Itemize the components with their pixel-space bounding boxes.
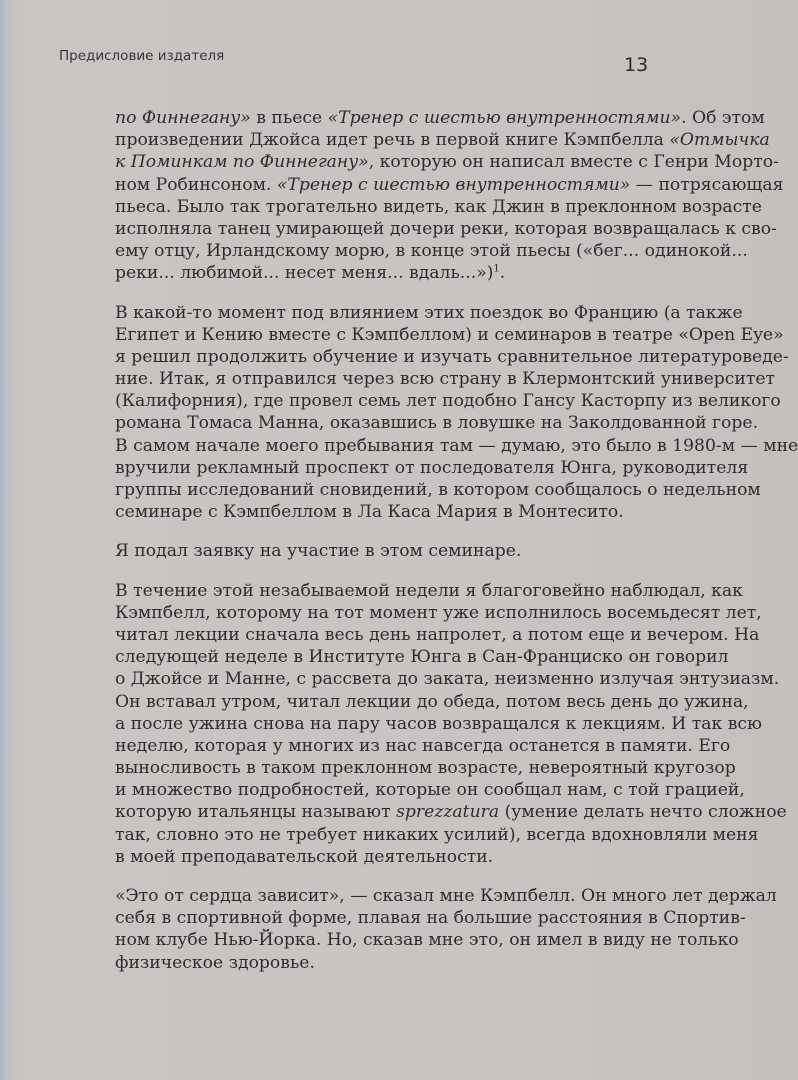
text-line bbox=[115, 479, 761, 501]
text-line bbox=[115, 779, 745, 801]
text-run: группы исследований сновидений, в котором сообщалось о недельном bbox=[115, 480, 761, 500]
text-run: семинаре с Кэмпбеллом в Ла Каса Мария в Монтесито. bbox=[115, 502, 624, 523]
text-line bbox=[115, 602, 762, 624]
italic-text: «Тренер с шестью внутренностями» bbox=[327, 108, 682, 128]
text-line bbox=[115, 646, 729, 668]
italic-text: sprezzatura bbox=[396, 802, 500, 823]
text-run: В какой-то момент под влиянием этих поездок во Францию (а также bbox=[115, 302, 743, 323]
text-run: ном клубе Нью-Йорка. Но, сказав мне это, он имел в виду не только bbox=[115, 930, 739, 951]
text-run: которую итальянцы называют bbox=[115, 802, 397, 823]
text-line bbox=[115, 262, 649, 284]
text-run: физическое здоровье. bbox=[115, 952, 315, 973]
text-run: исполняла танец умирающей дочери реки, которая возвращалась к сво- bbox=[115, 218, 777, 239]
text-run: произведении Джойса идет речь в первой книге Кэмпбелла bbox=[115, 130, 670, 151]
text-line bbox=[115, 151, 779, 173]
text-line bbox=[115, 929, 739, 951]
text-line bbox=[115, 624, 760, 646]
paragraph bbox=[115, 885, 777, 974]
paragraph bbox=[115, 302, 798, 524]
text-line bbox=[115, 457, 749, 479]
text-run: пьеса. Было так трогательно видеть, как Джин в преклонном возрасте bbox=[115, 196, 762, 217]
text-run: и множество подробностей, которые он сообщал нам, с той грацией, bbox=[115, 780, 745, 801]
text-line bbox=[115, 952, 649, 974]
text-run: вручили рекламный проспект от последователя Юнга, руководителя bbox=[115, 457, 749, 478]
text-run: Я подал заявку на участие в этом семинаре. bbox=[115, 541, 522, 562]
text-line bbox=[115, 218, 777, 240]
text-run: В течение этой незабываемой недели я благоговейно наблюдал, как bbox=[115, 580, 743, 601]
text-run: . bbox=[499, 263, 506, 284]
text-line bbox=[115, 668, 780, 690]
text-run: я решил продолжить обучение и изучать сравнительное литературоведе- bbox=[115, 346, 789, 367]
text-line bbox=[115, 302, 743, 324]
paragraph bbox=[115, 107, 784, 285]
text-run: Он вставал утром, читал лекции до обеда, потом весь день до ужина, bbox=[115, 691, 749, 712]
text-line bbox=[115, 691, 749, 713]
text-line bbox=[115, 735, 731, 757]
text-run: а после ужина снова на пару часов возвращался к лекциям. И так всю bbox=[115, 713, 762, 734]
text-run: ему отцу, Ирландскому морю, в конце этой пьесы («бег... одинокой... bbox=[115, 241, 748, 262]
text-line bbox=[115, 824, 759, 846]
page-number: 13 bbox=[624, 54, 649, 76]
text-run: читал лекции сначала весь день напролет, а потом еще и вечером. На bbox=[115, 624, 760, 645]
text-run: следующей неделе в Институте Юнга в Сан-Франциско он говорил bbox=[115, 647, 729, 668]
text-run: выносливость в таком преклонном возрасте, невероятный кругозор bbox=[115, 758, 736, 779]
text-run: . Об этом bbox=[681, 108, 765, 128]
text-line bbox=[115, 580, 743, 602]
text-line bbox=[115, 713, 762, 735]
text-run: — потрясающая bbox=[630, 174, 784, 195]
italic-text: по Финнегану» bbox=[115, 108, 251, 128]
text-run: (Калифорния), где провел семь лет подобно Гансу Касторпу из великого bbox=[115, 391, 781, 412]
text-line bbox=[115, 907, 746, 929]
text-line bbox=[115, 346, 789, 368]
italic-text: к Поминкам по Финнегану» bbox=[115, 152, 369, 173]
text-line bbox=[115, 390, 781, 412]
text-run: Кэмпбелл, которому на тот момент уже исполнилось восемьдесят лет, bbox=[115, 602, 762, 623]
italic-text: «Тренер с шестью внутренностями» bbox=[276, 174, 631, 195]
text-line bbox=[115, 435, 798, 457]
text-run: , которую он написал вместе с Генри Морто- bbox=[368, 152, 779, 173]
text-line bbox=[115, 324, 784, 346]
text-run: Египет и Кению вместе с Кэмпбеллом) и семинаров в театре «Open Eye» bbox=[115, 324, 784, 345]
text-run: так, словно это не требует никаких усилий), всегда вдохновляли меня bbox=[115, 824, 759, 845]
text-line bbox=[115, 174, 784, 196]
text-line bbox=[115, 885, 777, 907]
text-line bbox=[115, 501, 649, 523]
text-run: в моей преподавательской деятельности. bbox=[115, 846, 494, 867]
text-run: в пьесе bbox=[250, 108, 328, 128]
text-line bbox=[115, 801, 787, 823]
paragraph bbox=[115, 540, 649, 562]
paragraph bbox=[115, 580, 787, 868]
text-run: (умение делать нечто сложное bbox=[499, 802, 787, 823]
text-run: ном Робинсоном. bbox=[115, 174, 277, 195]
text-run: «Это от сердца зависит», — сказал мне Кэмпбелл. Он много лет держал bbox=[115, 886, 777, 906]
text-line bbox=[115, 107, 765, 129]
text-run: романа Томаса Манна, оказавшись в ловушке на Заколдованной горе. bbox=[115, 413, 759, 434]
text-run: реки... любимой... несет меня... вдаль...») bbox=[115, 263, 494, 284]
text-line bbox=[115, 846, 649, 868]
text-line bbox=[115, 129, 770, 151]
text-line bbox=[115, 240, 748, 262]
text-line bbox=[115, 540, 649, 562]
text-run: себя в спортивной форме, плавая на большие расстояния в Спортив- bbox=[115, 908, 746, 929]
text-run: В самом начале моего пребывания там — думаю, это было в 1980-м — мне bbox=[115, 435, 798, 456]
footnote-marker: 1 bbox=[493, 263, 500, 275]
text-line bbox=[115, 757, 736, 779]
italic-text: «Отмычка bbox=[669, 130, 770, 151]
text-line bbox=[115, 196, 762, 218]
text-run: о Джойсе и Манне, с рассвета до заката, неизменно излучая энтузиазм. bbox=[115, 669, 780, 690]
text-run: неделю, которая у многих из нас навсегда останется в памяти. Его bbox=[115, 735, 731, 756]
text-line bbox=[115, 412, 759, 434]
text-run: ние. Итак, я отправился через всю страну в Клермонтский университет bbox=[115, 369, 776, 390]
text-line bbox=[115, 368, 776, 390]
body-text bbox=[115, 107, 798, 991]
running-head: Предисловие издателя bbox=[59, 48, 225, 64]
